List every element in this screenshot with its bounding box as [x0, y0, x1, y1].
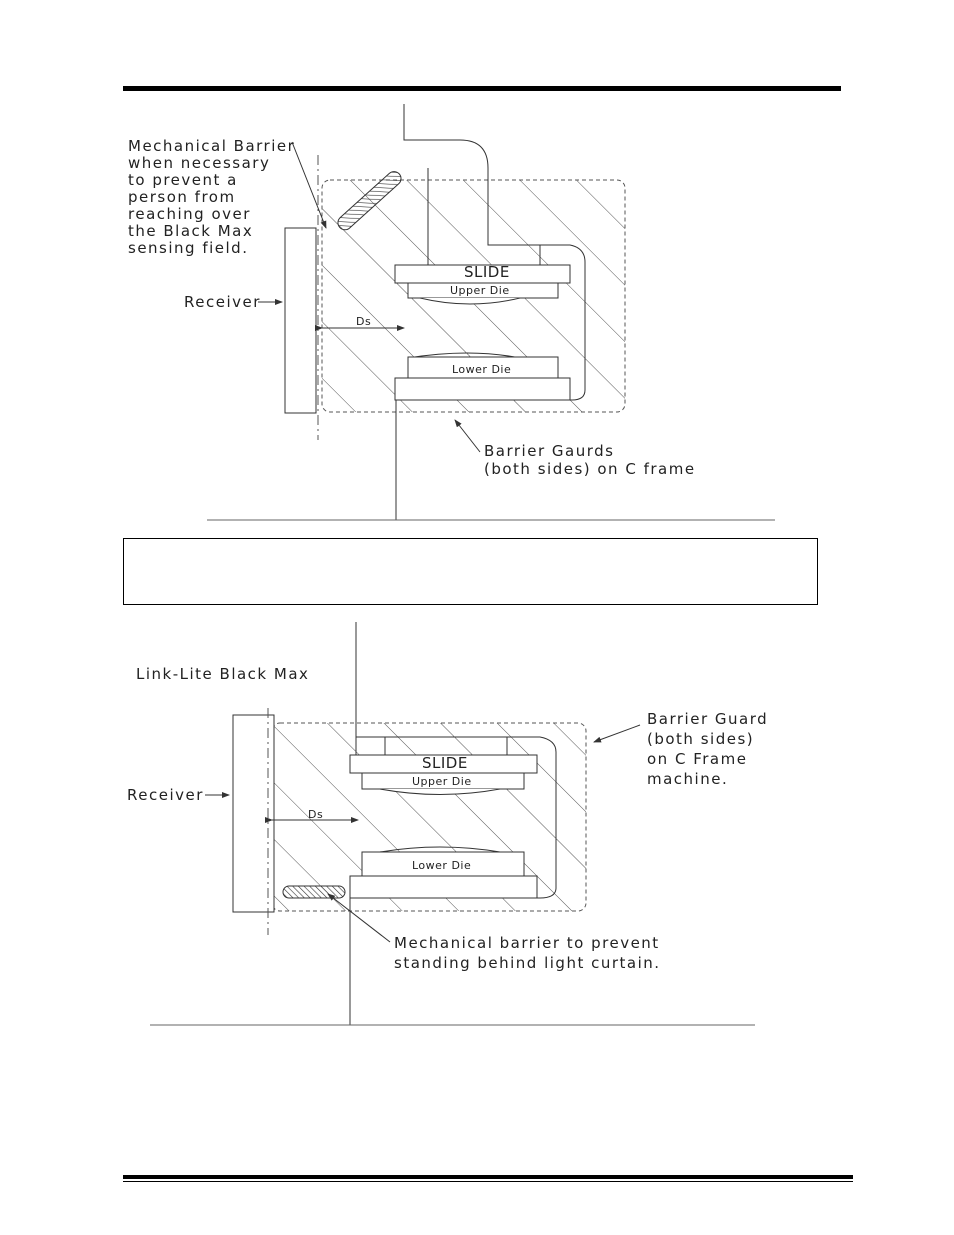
lower-die-label-2: Lower Die — [412, 859, 472, 872]
product-label: Link-Lite Black Max — [136, 665, 310, 683]
ds-label-2: Ds — [308, 808, 324, 821]
receiver-label-1: Receiver — [184, 293, 261, 311]
svg-text:to prevent a: to prevent a — [128, 171, 238, 189]
slide-label-1: SLIDE — [464, 263, 510, 281]
barrier-leader-1 — [292, 142, 326, 228]
mechanical-barrier-note-1 — [128, 137, 295, 257]
caption-box — [123, 538, 818, 605]
mechanical-barrier-2 — [283, 886, 345, 898]
svg-text:when necessary: when necessary — [128, 154, 271, 172]
svg-text:Mechanical Barrier: Mechanical Barrier — [128, 137, 296, 155]
receiver-1 — [285, 228, 316, 413]
svg-text:Mechanical barrier to prevent: Mechanical barrier to prevent — [394, 934, 660, 952]
svg-text:(both sides): (both sides) — [647, 730, 755, 748]
ds-label-1: Ds — [356, 315, 372, 328]
svg-text:sensing field.: sensing field. — [128, 239, 249, 257]
figure-1 — [128, 104, 775, 520]
lower-die-1 — [395, 353, 570, 400]
svg-text:reaching over: reaching over — [128, 205, 251, 223]
slide-label-2: SLIDE — [422, 754, 468, 772]
lower-die-2 — [350, 847, 537, 898]
svg-text:the Black Max: the Black Max — [128, 222, 254, 240]
figure-2 — [127, 622, 768, 1025]
guard-leader-2 — [594, 725, 640, 742]
svg-text:on C Frame: on C Frame — [647, 750, 748, 768]
lower-die-label-1: Lower Die — [452, 363, 512, 376]
guard-leader-1 — [455, 420, 480, 452]
svg-text:person from: person from — [128, 188, 236, 206]
upper-die-label-2: Upper Die — [412, 775, 472, 788]
svg-text:standing behind light curtain.: standing behind light curtain. — [394, 954, 661, 972]
barrier-guards-label-1a: Barrier Gaurds — [484, 442, 615, 460]
footer-rule-thin — [123, 1181, 853, 1182]
barrier-guards-label-1b: (both sides) on C frame — [484, 460, 696, 478]
receiver-label-2: Receiver — [127, 786, 204, 804]
mechanical-barrier-note-2 — [394, 934, 661, 972]
upper-die-label-1: Upper Die — [450, 284, 510, 297]
footer-rule-thick — [123, 1175, 853, 1179]
svg-text:machine.: machine. — [647, 770, 729, 788]
barrier-guard-note-2 — [647, 710, 768, 788]
svg-text:Barrier Guard: Barrier Guard — [647, 710, 769, 728]
